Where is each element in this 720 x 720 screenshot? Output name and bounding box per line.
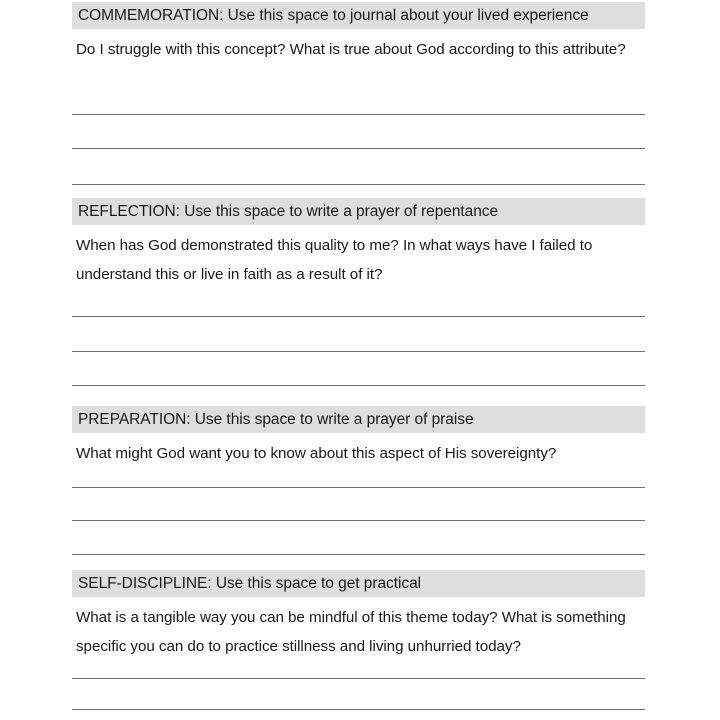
- writing-line[interactable]: [72, 148, 645, 149]
- section-header-preparation: [72, 406, 645, 433]
- section-header-text-reflection: REFLECTION: Use this space to write a prayer of repentance: [78, 203, 499, 220]
- section-header-text-self-discipline: SELF-DISCIPLINE: Use this space to get practical: [78, 575, 422, 592]
- section-prompt-reflection: When has God demonstrated this quality to me? In what ways have I failed to understand this or live in faith as a result of it?: [76, 237, 593, 283]
- section-prompt-preparation: What might God want you to know about this aspect of His sovereignty?: [76, 445, 557, 462]
- section-header-text-commemoration: COMMEMORATION: Use this space to journal about your lived experience: [78, 7, 589, 24]
- writing-line[interactable]: [72, 554, 645, 555]
- writing-line[interactable]: [72, 678, 645, 679]
- writing-line[interactable]: [72, 487, 645, 488]
- section-header-self-discipline: [72, 570, 645, 597]
- writing-line[interactable]: [72, 709, 645, 710]
- writing-line[interactable]: [72, 351, 645, 352]
- section-header-text-preparation: PREPARATION: Use this space to write a prayer of praise: [78, 411, 474, 428]
- section-self-discipline: [72, 570, 645, 661]
- section-reflection: [72, 198, 645, 289]
- section-header-commemoration: [72, 2, 645, 29]
- section-header-reflection: [72, 198, 645, 225]
- section-prompt-self-discipline: What is a tangible way you can be mindful of this theme today? What is something specific you can do to practice stillness and living unhurried today?: [76, 609, 626, 655]
- section-preparation: [72, 406, 645, 468]
- writing-line[interactable]: [72, 114, 645, 115]
- section-commemoration: [72, 2, 645, 64]
- writing-line[interactable]: [72, 385, 645, 386]
- section-prompt-commemoration: Do I struggle with this concept? What is true about God according to this attribute?: [76, 41, 626, 58]
- writing-line[interactable]: [72, 316, 645, 317]
- writing-line[interactable]: [72, 520, 645, 521]
- writing-line[interactable]: [72, 184, 645, 185]
